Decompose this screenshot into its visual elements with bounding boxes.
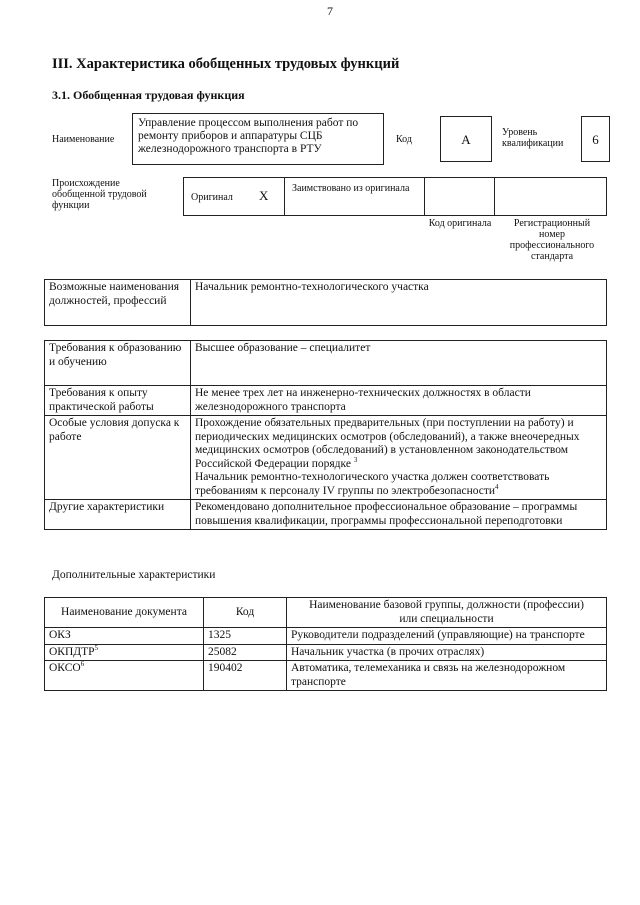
code-value: А <box>440 116 492 162</box>
doc-cell <box>45 644 204 661</box>
table-row <box>45 661 607 691</box>
name-cell: Начальник участка (в прочих отраслях) <box>287 644 607 661</box>
additional-title: Дополнительные характеристики <box>52 569 216 581</box>
origin-label: Происхождение обобщенной трудовой функции <box>52 178 147 211</box>
code-cell: 1325 <box>204 628 287 645</box>
column-header: Наименование базовой группы, должности (профессии) или специальности <box>287 598 607 628</box>
borrowed-label: Заимствовано из оригинала <box>292 183 410 194</box>
column-header: Код <box>204 598 287 628</box>
requirement-label: Требования к образованию и обучению <box>45 341 191 386</box>
doc-cell <box>45 628 204 645</box>
original-label: Оригинал <box>191 192 233 203</box>
subsection-title: 3.1. Обобщенная трудовая функция <box>52 88 245 102</box>
doc-cell <box>45 661 204 691</box>
doc-name: ОКЗ <box>49 629 71 641</box>
name-value: Управление процессом выполнения работ по ремонту приборов и аппаратуры СЦБ железнодорожного транспорта в РТУ <box>132 113 384 165</box>
table-header-row <box>45 598 607 628</box>
table-row <box>45 644 607 661</box>
requirement-label: Другие характеристики <box>45 500 191 530</box>
column-header: Наименование документа <box>45 598 204 628</box>
requirement-line: Прохождение обязательных предварительных (при поступлении на работу) и периодических медицинских осмотров (обследований), а также внеочередных медицинских осмотров (обследований) в установленном законодательством Российской Федерации порядке <box>195 417 580 470</box>
footnote-mark: 6 <box>80 660 85 669</box>
section-title: III. Характеристика обобщенных трудовых функций <box>52 56 400 72</box>
requirement-row <box>45 416 607 500</box>
original-mark: Х <box>259 188 269 203</box>
doc-name: ОКСО <box>49 662 81 674</box>
positions-table <box>44 279 607 326</box>
level-label: Уровень квалификации <box>502 127 564 149</box>
requirement-row <box>45 500 607 530</box>
requirements-table <box>44 340 607 530</box>
requirement-value: Высшее образование – специалитет <box>191 341 607 386</box>
code-label: Код <box>396 134 412 145</box>
footnote-mark: 3 <box>353 455 358 464</box>
name-cell: Автоматика, телемеханика и связь на железнодорожном транспорте <box>287 661 607 691</box>
positions-label: Возможные наименования должностей, профессий <box>45 280 191 326</box>
code-cell: 25082 <box>204 644 287 661</box>
doc-name: ОКПДТР <box>49 645 95 658</box>
code-original-caption: Код оригинала <box>428 218 492 229</box>
name-cell: Руководители подразделений (управляющие) на транспорте <box>287 628 607 645</box>
requirement-label: Требования к опыту практической работы <box>45 386 191 416</box>
additional-table <box>44 597 607 691</box>
requirement-label: Особые условия допуска к работе <box>45 416 191 500</box>
table-row <box>45 628 607 645</box>
level-value: 6 <box>581 116 610 162</box>
requirement-value: Рекомендовано дополнительное профессиональное образование – программы повышения квалификации, программы профессиональной переподготовки <box>191 500 607 530</box>
name-label: Наименование <box>52 134 115 145</box>
requirement-row <box>45 341 607 386</box>
footnote-mark: 5 <box>94 643 99 652</box>
positions-value: Начальник ремонтно-технологического участка <box>191 280 607 326</box>
requirement-row <box>45 386 607 416</box>
footnote-mark: 4 <box>495 482 499 491</box>
reg-number-caption: Регистрационный номер профессионального стандарта <box>509 218 595 262</box>
requirement-value: Не менее трех лет на инженерно-технических должностях в области железнодорожного транспорта <box>191 386 607 416</box>
requirement-line: Начальник ремонтно-технологического участка должен соответствовать требованиям к персоналу IV группы по электробезопасности <box>195 471 550 497</box>
page-number: 7 <box>327 4 333 18</box>
requirement-value <box>191 416 607 500</box>
code-cell: 190402 <box>204 661 287 691</box>
